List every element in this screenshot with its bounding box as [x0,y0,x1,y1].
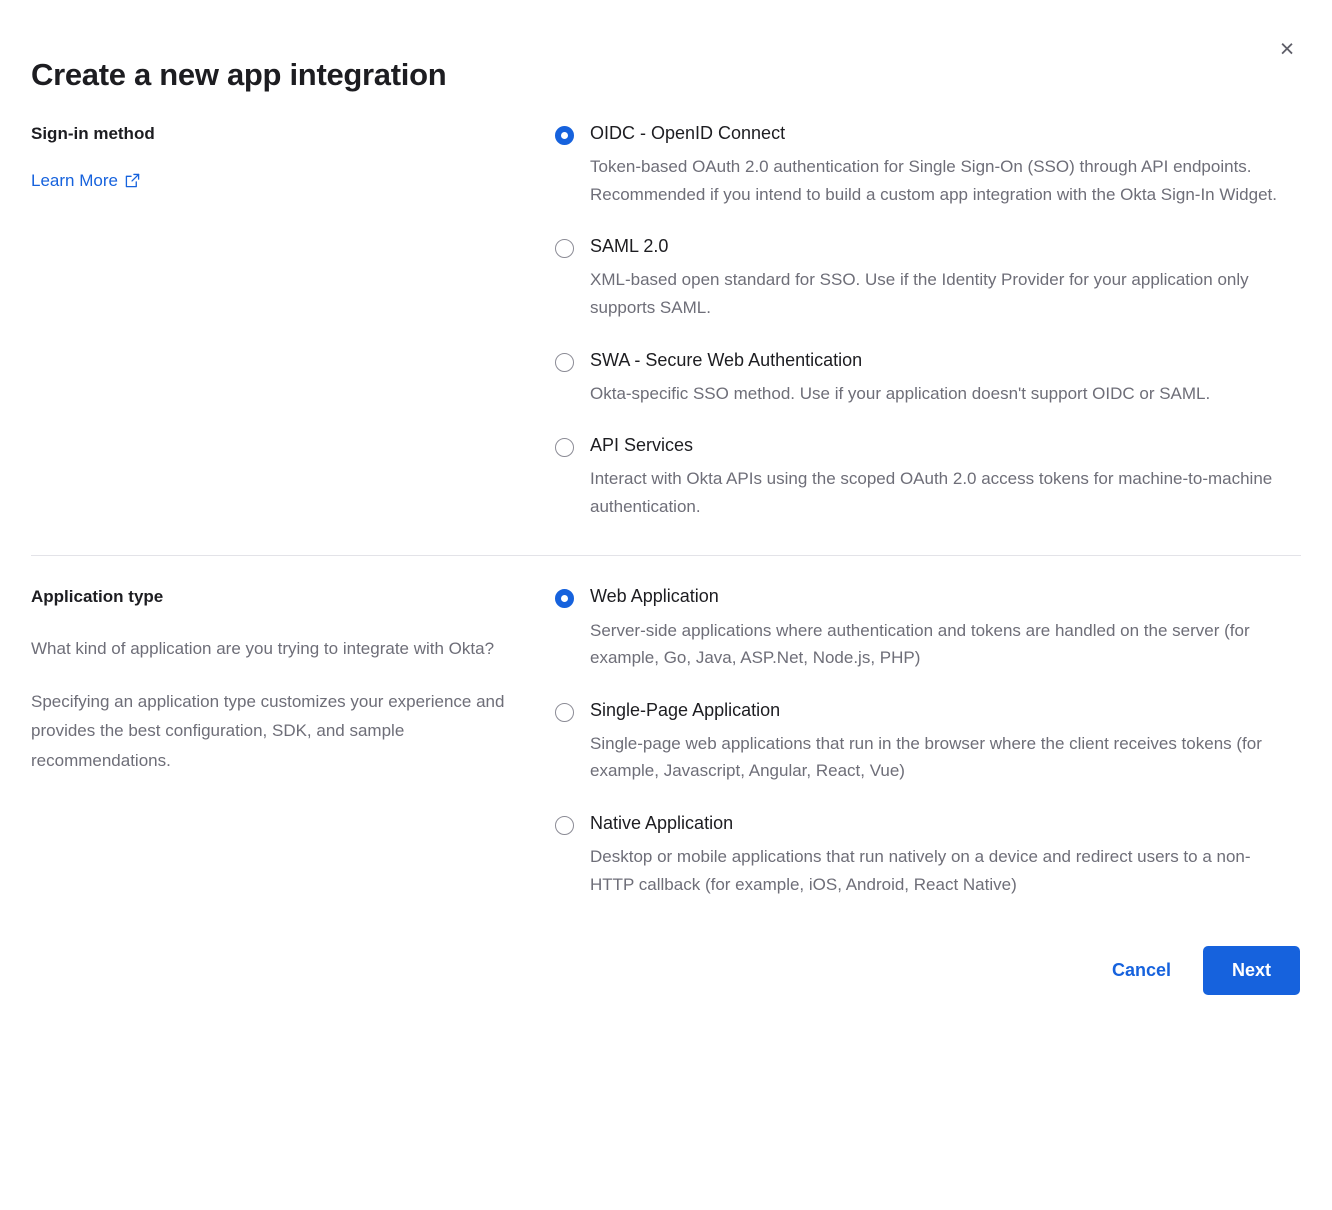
apptype-option-native-title[interactable]: Native Application [590,812,734,833]
apptype-option-native[interactable] [555,811,1291,898]
signin-option-saml-text [590,234,1291,321]
signin-option-swa-text [590,348,1291,408]
application-type-section [31,556,1301,898]
next-button[interactable]: Next [1203,946,1300,995]
signin-option-swa-desc: Okta-specific SSO method. Use if your application doesn't support OIDC or SAML. [590,383,1211,403]
page-title: Create a new app integration [31,57,447,92]
signin-method-section [31,93,1301,520]
signin-option-oidc-title[interactable]: OIDC - OpenID Connect [590,123,786,143]
apptype-option-spa-desc: Single-page web applications that run in the browser where the client receives tokens (for example, Javascript, Angular, React, Vue) [590,733,1262,781]
signin-option-oidc-desc: Token-based OAuth 2.0 authentication for Single Sign-On (SSO) through API endpoints. Recommended if you intend to build a custom app integration with the Okta Sign-In Widget. [590,157,1277,204]
application-type-description-2: Specifying an application type customizes your experience and provides the best configuration, SDK, and sample recommendations. [31,692,505,770]
application-type-options [555,584,1301,898]
radio-icon-api-services[interactable] [555,438,574,457]
signin-option-swa[interactable] [555,348,1291,408]
signin-option-swa-title[interactable]: SWA - Secure Web Authentication [590,349,863,370]
application-type-label: Application type [31,587,164,607]
signin-method-left [31,121,555,191]
signin-option-saml[interactable] [555,234,1291,321]
signin-option-saml-title[interactable]: SAML 2.0 [590,236,669,257]
apptype-option-spa-text [590,698,1291,785]
radio-icon-oidc[interactable] [555,126,574,145]
dialog-footer [31,898,1301,995]
apptype-option-native-text [590,811,1291,898]
application-type-left [31,584,555,774]
signin-option-oidc-text [590,121,1291,208]
application-type-description-1: What kind of application are you trying to integrate with Okta? [31,638,495,658]
apptype-option-web-text [590,584,1291,671]
signin-option-saml-desc: XML-based open standard for SSO. Use if the Identity Provider for your application only supports SAML. [590,270,1249,317]
signin-method-options [555,121,1301,520]
radio-icon-single-page-application[interactable] [555,703,574,722]
radio-icon-saml[interactable] [555,239,574,258]
signin-option-api-services-desc: Interact with Okta APIs using the scoped OAuth 2.0 access tokens for machine-to-machine authentication. [590,469,1273,516]
signin-option-api-services-text [590,433,1291,520]
signin-option-oidc[interactable] [555,121,1291,208]
apptype-option-web[interactable] [555,584,1291,671]
learn-more-link[interactable] [31,171,140,191]
apptype-option-native-desc: Desktop or mobile applications that run natively on a device and redirect users to a non-HTTP callback (for example, iOS, Android, React Native) [590,847,1251,894]
apptype-option-web-title[interactable]: Web Application [590,586,719,607]
external-link-icon [125,173,140,188]
signin-option-api-services[interactable] [555,433,1291,520]
apptype-option-web-desc: Server-side applications where authentication and tokens are handled on the server (for example, Go, Java, ASP.Net, Node.js, PHP) [590,620,1250,668]
cancel-button[interactable]: Cancel [1106,950,1177,991]
apptype-option-spa-title[interactable]: Single-Page Application [590,699,781,720]
apptype-option-spa[interactable] [555,698,1291,785]
learn-more-label: Learn More [31,170,118,190]
signin-method-label: Sign-in method [31,124,155,143]
radio-icon-native-application[interactable] [555,816,574,835]
close-icon[interactable]: × [1272,34,1302,64]
signin-option-api-services-title[interactable]: API Services [590,435,694,456]
radio-icon-web-application[interactable] [555,589,574,608]
radio-icon-swa[interactable] [555,353,574,372]
